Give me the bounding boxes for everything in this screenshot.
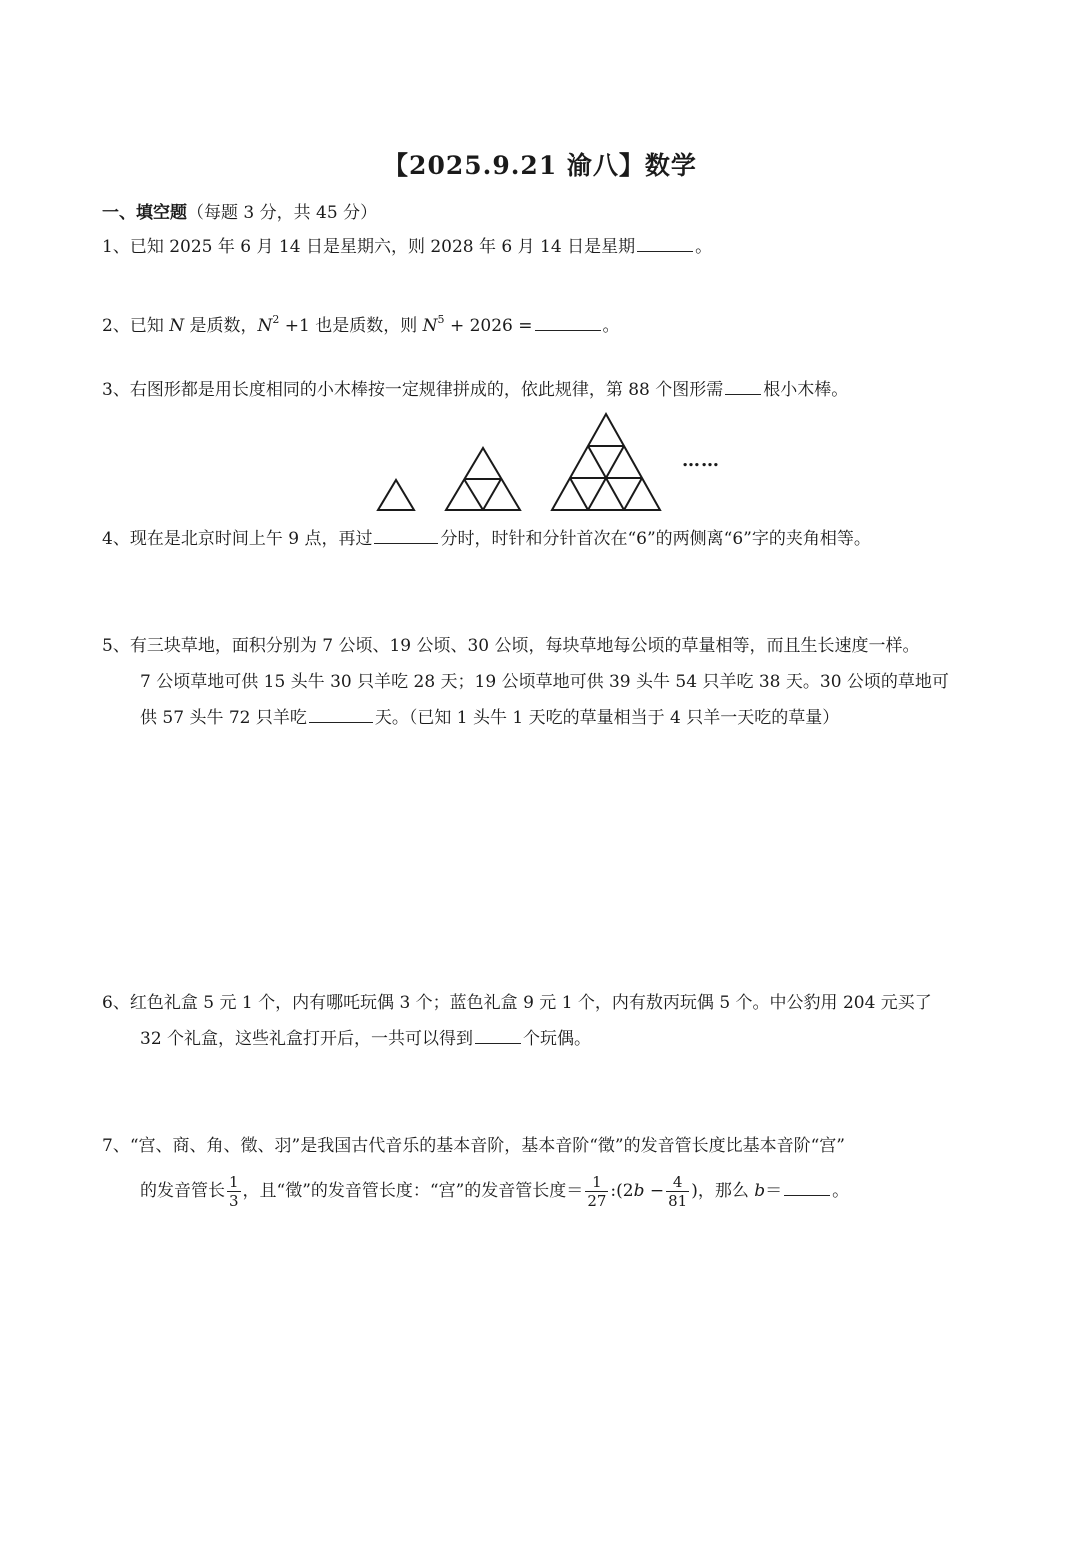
question-5-line2: 7 公顷草地可供 15 头牛 30 只羊吃 28 天；19 公顷草地可供 39 头牛 54 只羊吃 38 天。30 公顷的草地可 [140,672,949,692]
triangle-figure-2 [446,448,520,510]
answer-blank-2[interactable] [535,312,601,331]
question-6-line2 [102,1021,1012,1057]
q2-part2: 是质数， [184,316,258,336]
section-title: 一、填空题 [102,203,187,223]
question-4 [102,521,1012,557]
q7-var-b-answer: b [754,1181,766,1201]
fraction-one-third [227,1173,241,1210]
triangle-figure-3 [552,414,660,510]
q2-part3: +1 也是质数，则 [279,316,423,336]
answer-blank-4[interactable] [374,525,438,544]
answer-blank-1[interactable] [637,233,693,252]
q2-var-n: N [169,316,185,336]
question-1 [102,229,1012,265]
q7-part1: 的发音管长 [140,1181,225,1201]
fraction-four-81st [666,1173,689,1210]
question-3-text: 3、右图形都是用长度相同的小木棒按一定规律拼成的，依此规律，第 88 个图形需 [102,380,724,400]
q7-part4: − [644,1181,665,1201]
triangle-figure-1 [378,480,414,510]
q2-var-n-fifth: N [422,316,438,336]
section-note: （每题 3 分，共 45 分） [187,203,378,223]
q2-part4: + 2026 = [444,316,533,336]
question-6-line2a: 32 个礼盒，这些礼盒打开后，一共可以得到 [140,1029,474,1049]
question-4-end: 分时，时针和分针首次在“6”的两侧离“6”字的夹角相等。 [440,529,871,549]
fraction-numerator: 4 [666,1173,689,1192]
fraction-denominator: 3 [229,1192,239,1210]
question-1-text: 1、已知 2025 年 6 月 14 日是星期六，则 2028 年 6 月 14 日是星期 [102,237,636,257]
continuation-dots: …… [682,450,720,471]
question-5-line3b: 天。（已知 1 头牛 1 天吃的草量相当于 4 只羊一天吃的草量） [374,708,840,728]
q2-exponent-5: 5 [437,313,445,326]
q2-end: 。 [602,316,620,336]
page-title: 【2025.9.21 渝八】数学 [383,151,697,180]
question-7-line1: 7、“宫、商、角、徵、羽”是我国古代音乐的基本音阶，基本音阶“徵”的发音管长度比基本音阶“宫” [102,1136,845,1156]
question-4-text: 4、现在是北京时间上午 9 点，再过 [102,529,373,549]
triangle-pattern-figure [370,408,670,514]
fraction-numerator: 1 [229,1173,239,1191]
answer-blank-6[interactable] [475,1025,521,1044]
answer-blank-5[interactable] [309,704,373,723]
q7-part2: ，且“徵”的发音管长度：“宫”的发音管长度＝ [242,1181,584,1201]
answer-blank-3[interactable] [725,376,761,395]
question-1-end: 。 [695,237,713,257]
fraction-denominator: 81 [668,1192,688,1210]
q2-var-n-squared: N [257,316,273,336]
fraction-denominator: 27 [587,1192,607,1210]
q2-exponent-2: 2 [272,313,280,326]
question-3 [102,372,1012,408]
question-2 [102,302,1012,344]
question-5-line3 [102,700,1012,736]
question-6-line1: 6、红色礼盒 5 元 1 个，内有哪吒玩偶 3 个；蓝色礼盒 9 元 1 个，内有敖丙玩偶 5 个。中公豹用 204 元买了 [102,993,932,1013]
question-5-line3a: 供 57 头牛 72 只羊吃 [140,708,307,728]
question-7 [102,1128,1012,1164]
question-7-line2-content [102,1168,1012,1214]
question-5 [102,628,1012,736]
question-5-line1: 5、有三块草地，面积分别为 7 公顷、19 公顷、30 公顷，每块草地每公顷的草量相等，而且生长速度一样。 [102,636,920,656]
question-3-end: 根小木棒。 [763,380,849,400]
q7-var-b: b [633,1181,645,1201]
answer-blank-7[interactable] [784,1177,830,1196]
question-7-line2 [102,1168,1012,1214]
q2-part1: 2、已知 [102,316,170,336]
question-6 [102,985,1012,1057]
q7-end: 。 [832,1181,850,1201]
q7-part6: ＝ [765,1181,783,1201]
section-heading [102,198,377,223]
q7-part5: )，那么 [691,1181,755,1201]
fraction-one-27th [585,1173,608,1210]
q7-part3: :(2 [610,1181,634,1201]
fraction-numerator: 1 [585,1173,608,1192]
question-6-line2b: 个玩偶。 [523,1029,592,1049]
